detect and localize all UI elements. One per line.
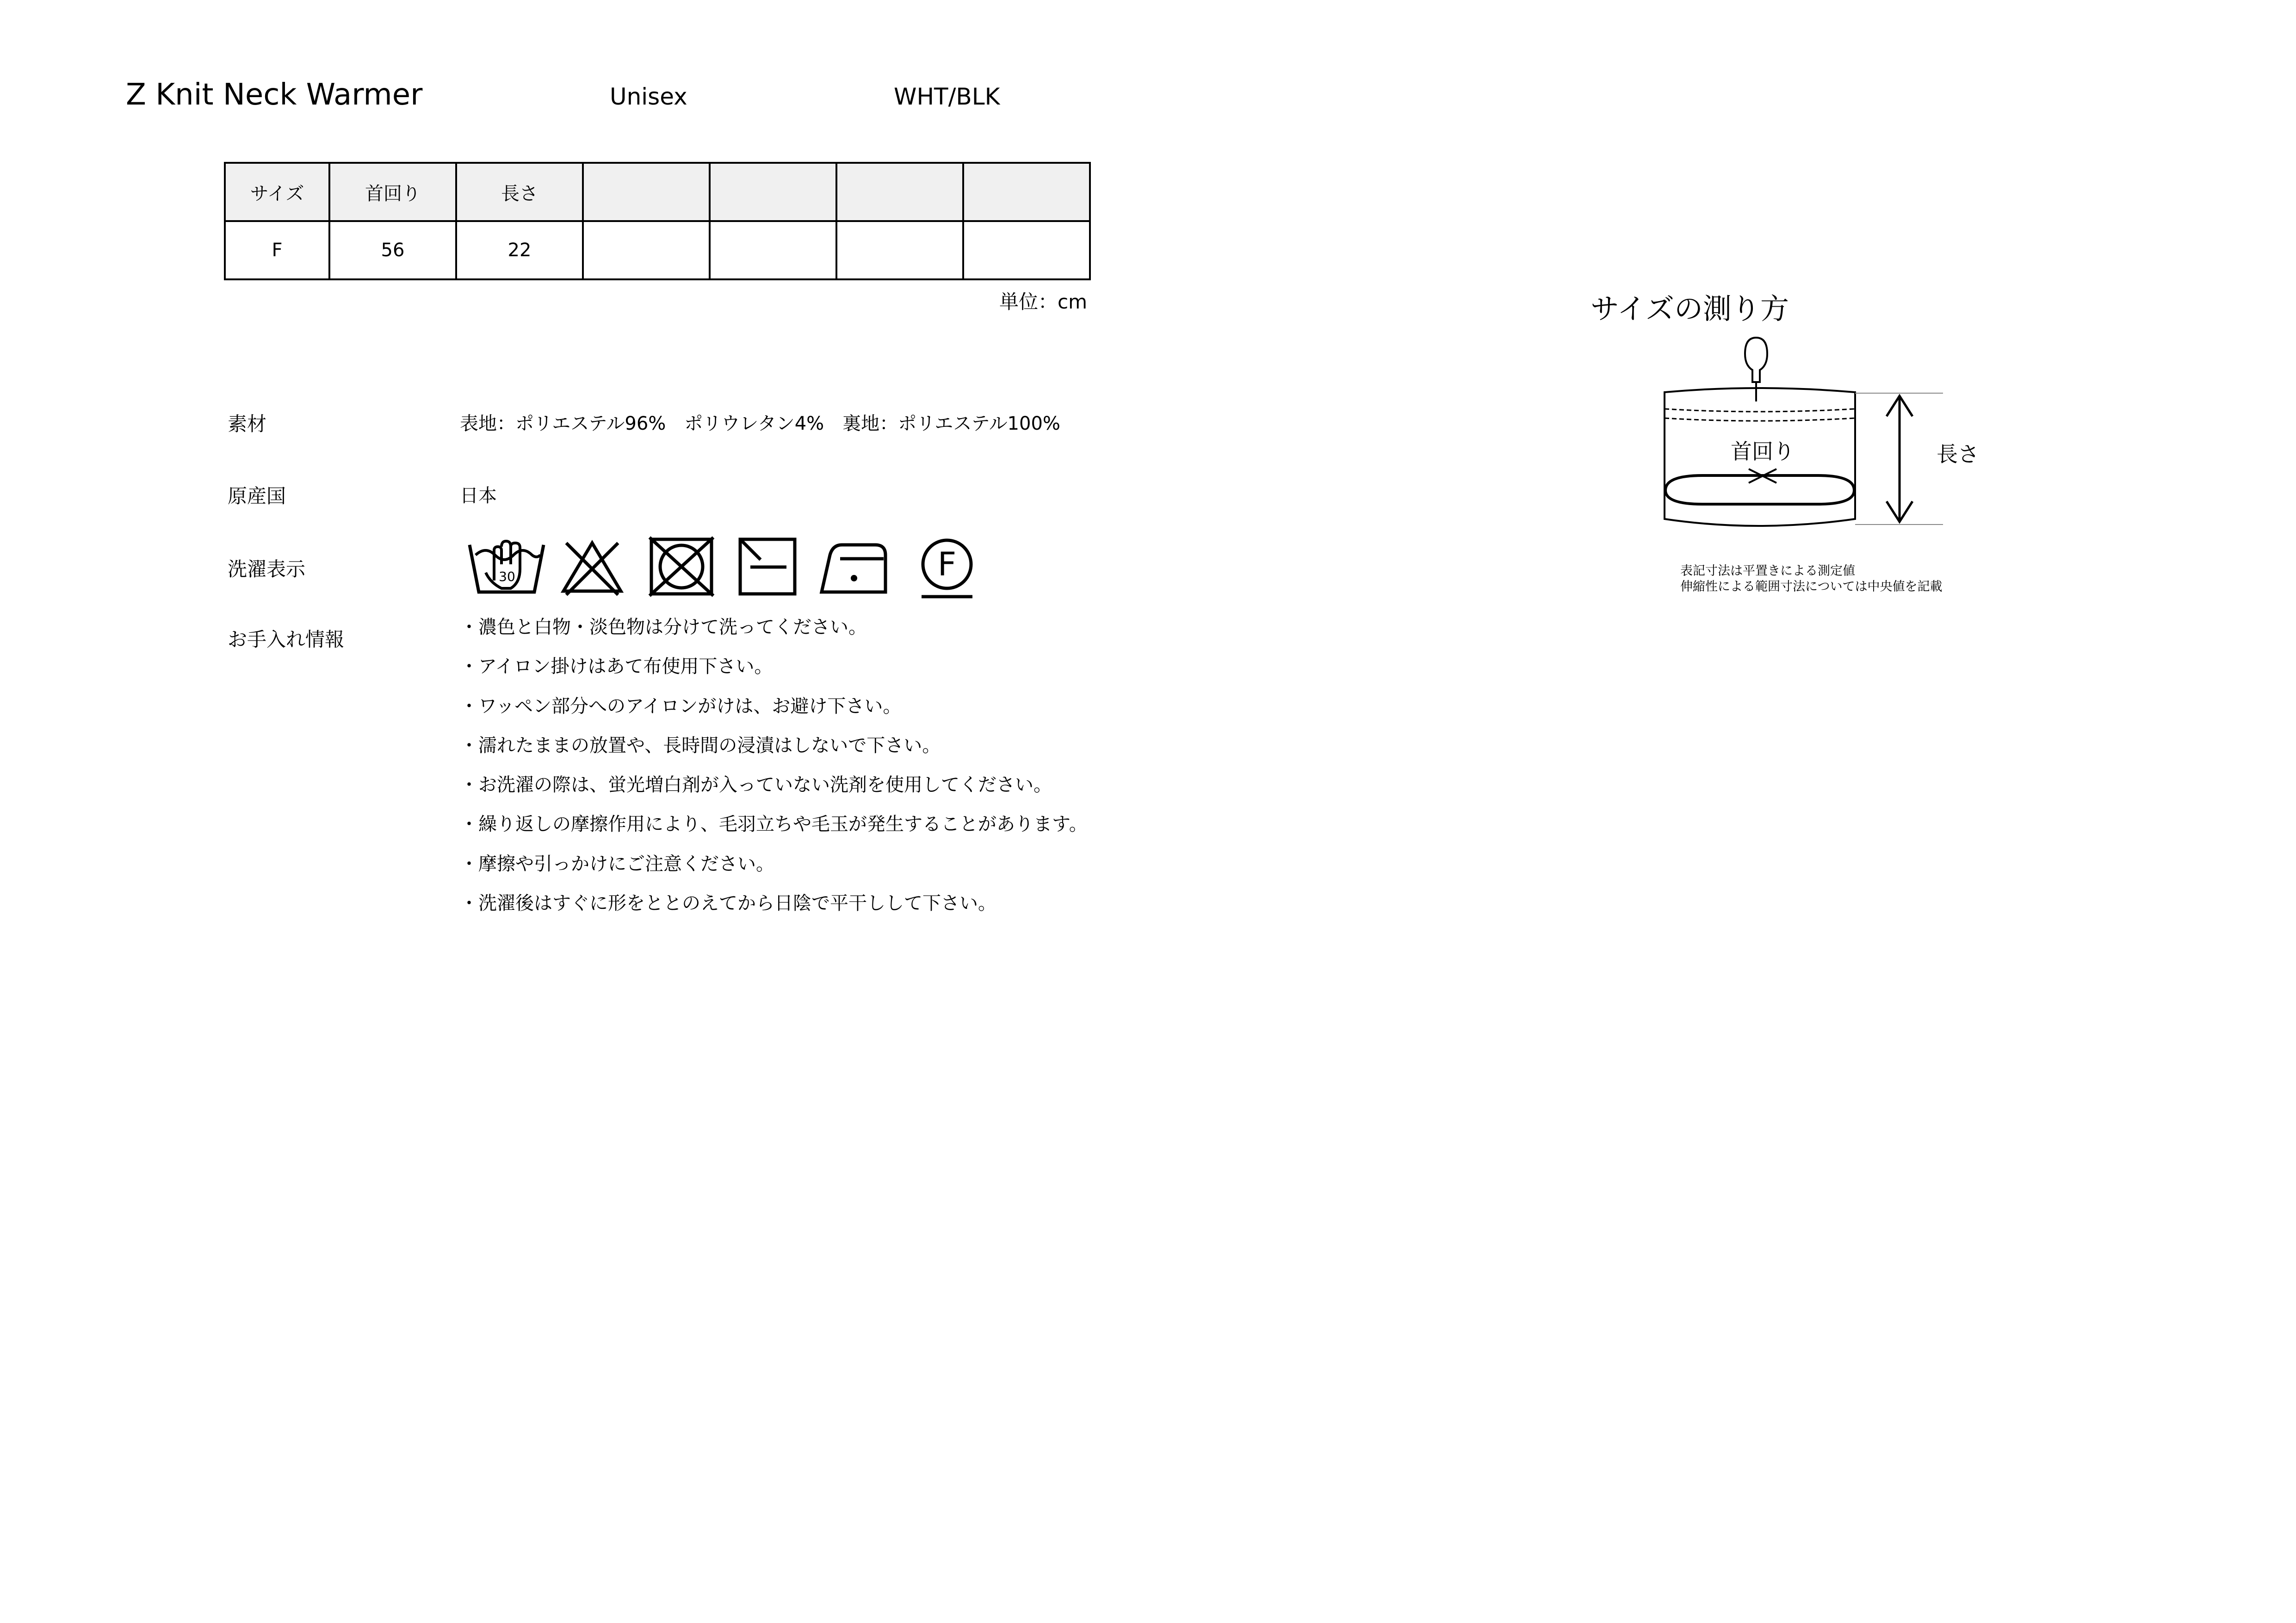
table-row <box>225 221 1090 279</box>
list-item: ・お洗濯の際は、蛍光増白剤が入っていない洗剤を使用してください。 <box>460 774 1052 796</box>
size-table <box>224 162 1091 280</box>
neck-warmer-diagram <box>1647 333 1979 546</box>
line-dry-shade-icon <box>737 537 798 597</box>
dry-clean-f-icon <box>917 537 977 601</box>
size-table-header-row <box>225 163 1090 221</box>
cell-empty <box>963 221 1090 279</box>
header-empty <box>963 163 1090 221</box>
cell-size: F <box>225 221 329 279</box>
low-iron-icon <box>819 537 888 597</box>
product-gender: Unisex <box>610 83 687 110</box>
header-length: 長さ <box>456 163 583 221</box>
cell-empty <box>583 221 710 279</box>
dry-clean-letter: F <box>937 545 957 583</box>
measure-note-line: 表記寸法は平置きによる測定値 <box>1680 564 1855 578</box>
header-neck: 首回り <box>329 163 456 221</box>
product-color: WHT/BLK <box>894 83 1000 110</box>
measure-note-line: 伸縮性による範囲寸法については中央値を記載 <box>1680 580 1943 594</box>
list-item: ・繰り返しの摩擦作用により、毛羽立ちや毛玉が発生することがあります。 <box>460 814 1088 835</box>
unit-label: 単位：cm <box>999 290 1088 313</box>
list-item: ・洗濯後はすぐに形をととのえてから日陰で平干しして下さい。 <box>460 893 996 914</box>
no-bleach-icon <box>560 537 625 597</box>
origin-value: 日本 <box>460 485 497 506</box>
hand-wash-temp: 30 <box>499 569 515 584</box>
hand-wash-icon <box>467 537 546 597</box>
list-item: ・摩擦や引っかけにご注意ください。 <box>460 853 774 875</box>
header-empty <box>710 163 836 221</box>
cell-neck: 56 <box>329 221 456 279</box>
measurement-title: サイズの測り方 <box>1590 292 1789 326</box>
material-label: 素材 <box>228 413 267 435</box>
list-item: ・ワッペン部分へのアイロンがけは、お避け下さい。 <box>460 695 902 717</box>
cell-empty <box>710 221 836 279</box>
list-item: ・濃色と白物・淡色物は分けて洗ってください。 <box>460 617 867 638</box>
header-size: サイズ <box>225 163 329 221</box>
material-value: 表地：ポリエステル96% ポリウレタン4% 裏地：ポリエステル100% <box>460 413 1060 434</box>
product-name: Z Knit Neck Warmer <box>126 78 423 112</box>
list-item: ・アイロン掛けはあて布使用下さい。 <box>460 656 773 678</box>
list-item: ・濡れたままの放置や、長時間の浸漬はしないで下さい。 <box>460 734 941 756</box>
care-label: お手入れ情報 <box>228 628 345 651</box>
length-measure-label: 長さ <box>1937 442 1979 467</box>
washing-label: 洗濯表示 <box>228 558 306 580</box>
no-tumble-dry-icon <box>647 537 716 597</box>
care-notes <box>460 616 1088 932</box>
header-empty <box>836 163 963 221</box>
origin-label: 原産国 <box>228 485 286 507</box>
neck-measure-label: 首回り <box>1731 439 1795 464</box>
header-empty <box>583 163 710 221</box>
cell-length: 22 <box>456 221 583 279</box>
cell-empty <box>836 221 963 279</box>
